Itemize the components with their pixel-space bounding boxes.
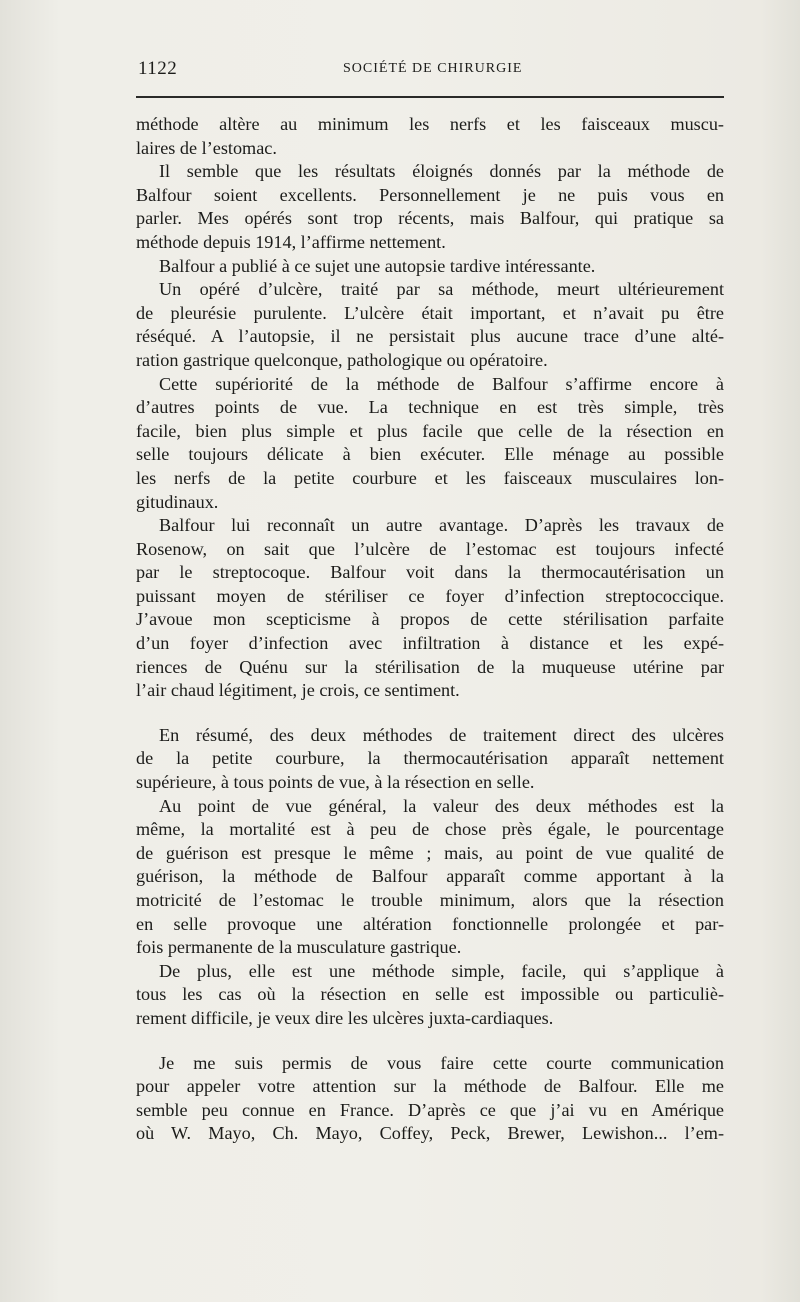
paragraph	[136, 795, 724, 960]
text-line: rement difficile, je veux dire les ulcères juxta-cardiaques.	[136, 1007, 554, 1028]
text-line: les nerfs de la petite courbure et les faisceaux musculaires lon-	[136, 467, 724, 488]
text-line: ration gastrique quelconque, pathologique ou opératoire.	[136, 349, 548, 370]
text-line: En résumé, des deux méthodes de traitement direct des ulcères	[159, 724, 724, 745]
text-line: d’autres points de vue. La technique en est très simple, très	[136, 397, 724, 418]
text-line: semble peu connue en France. D’après ce que j’ai vu en Amérique	[136, 1099, 724, 1120]
text-line: Balfour a publié à ce sujet une autopsie tardive intéressante.	[159, 255, 596, 276]
text-line: même, la mortalité est à peu de chose près égale, le pourcentage	[136, 819, 724, 840]
text-line: méthode depuis 1914, l’affirme nettement.	[136, 231, 446, 252]
text-line: pour appeler votre attention sur la méthode de Balfour. Elle me	[136, 1076, 724, 1097]
text-line: riences de Quénu sur la stérilisation de la muqueuse utérine par	[136, 656, 724, 677]
header-rule	[136, 96, 724, 98]
paragraph	[136, 514, 724, 703]
text-line: guérison, la méthode de Balfour apparaît comme apportant à la	[136, 866, 724, 887]
text-line: De plus, elle est une méthode simple, facile, qui s’applique à	[159, 960, 724, 981]
text-line: par le streptocoque. Balfour voit dans la thermocautérisation un	[136, 562, 724, 583]
paragraph-gap	[136, 1031, 724, 1052]
text-line: de pleurésie purulente. L’ulcère était important, et n’avait pu être	[136, 302, 724, 323]
text-line: réséqué. A l’autopsie, il ne persistait plus aucune trace d’une alté-	[136, 326, 724, 347]
text-line: fois permanente de la musculature gastrique.	[136, 937, 462, 958]
paragraph	[136, 113, 724, 160]
text-line: Je me suis permis de vous faire cette courte communication	[159, 1052, 724, 1073]
text-line: Rosenow, on sait que l’ulcère de l’estomac est toujours infecté	[136, 538, 724, 559]
text-line: parler. Mes opérés sont trop récents, mais Balfour, qui pratique sa	[136, 208, 724, 229]
text-line: J’avoue mon scepticisme à propos de cette stérilisation parfaite	[136, 609, 724, 630]
body-text	[136, 113, 724, 1146]
text-line: méthode altère au minimum les nerfs et les faisceaux muscu-	[136, 114, 724, 134]
text-line: Balfour soient excellents. Personnellement je ne puis vous en	[136, 184, 724, 205]
paragraph	[136, 724, 724, 795]
text-line: Cette supériorité de la méthode de Balfour s’affirme encore à	[159, 373, 724, 394]
text-line: tous les cas où la résection en selle est impossible ou particuliè-	[136, 984, 724, 1005]
text-line: l’air chaud légitiment, je crois, ce sentiment.	[136, 680, 460, 701]
text-line: où W. Mayo, Ch. Mayo, Coffey, Peck, Brewer, Lewishon... l’em-	[136, 1123, 724, 1144]
text-line: d’un foyer d’infection avec infiltration à distance et les expé-	[136, 633, 724, 654]
paragraph	[136, 373, 724, 515]
text-line: Balfour lui reconnaît un autre avantage. D’après les travaux de	[159, 515, 724, 536]
text-line: laires de l’estomac.	[136, 137, 277, 158]
text-line: en selle provoque une altération fonctionnelle prolongée et par-	[136, 913, 724, 934]
paragraph	[136, 960, 724, 1031]
text-line: supérieure, à tous points de vue, à la résection en selle.	[136, 772, 535, 793]
text-line: Au point de vue général, la valeur des deux méthodes est la	[159, 795, 724, 816]
running-title: SOCIÉTÉ DE CHIRURGIE	[343, 61, 523, 76]
paragraph	[136, 278, 724, 372]
page-number: 1122	[138, 58, 178, 79]
text-line: de la petite courbure, la thermocautérisation apparaît nettement	[136, 748, 724, 769]
text-line: selle toujours délicate à bien exécuter. Elle ménage au possible	[136, 444, 724, 465]
page-header	[138, 58, 722, 86]
text-line: gitudinaux.	[136, 491, 219, 512]
text-line: Il semble que les résultats éloignés donnés par la méthode de	[159, 161, 724, 182]
paragraph	[136, 255, 724, 279]
text-line: motricité de l’estomac le trouble minimum, alors que la résection	[136, 890, 724, 910]
paragraph	[136, 160, 724, 254]
text-line: Un opéré d’ulcère, traité par sa méthode, meurt ultérieurement	[159, 279, 724, 300]
paragraph	[136, 1052, 724, 1146]
paragraph-gap	[136, 703, 724, 724]
text-line: facile, bien plus simple et plus facile que celle de la résection en	[136, 420, 724, 441]
text-line: puissant moyen de stériliser ce foyer d’infection streptococcique.	[136, 585, 724, 606]
text-line: de guérison est presque le même ; mais, au point de vue qualité de	[136, 842, 724, 863]
